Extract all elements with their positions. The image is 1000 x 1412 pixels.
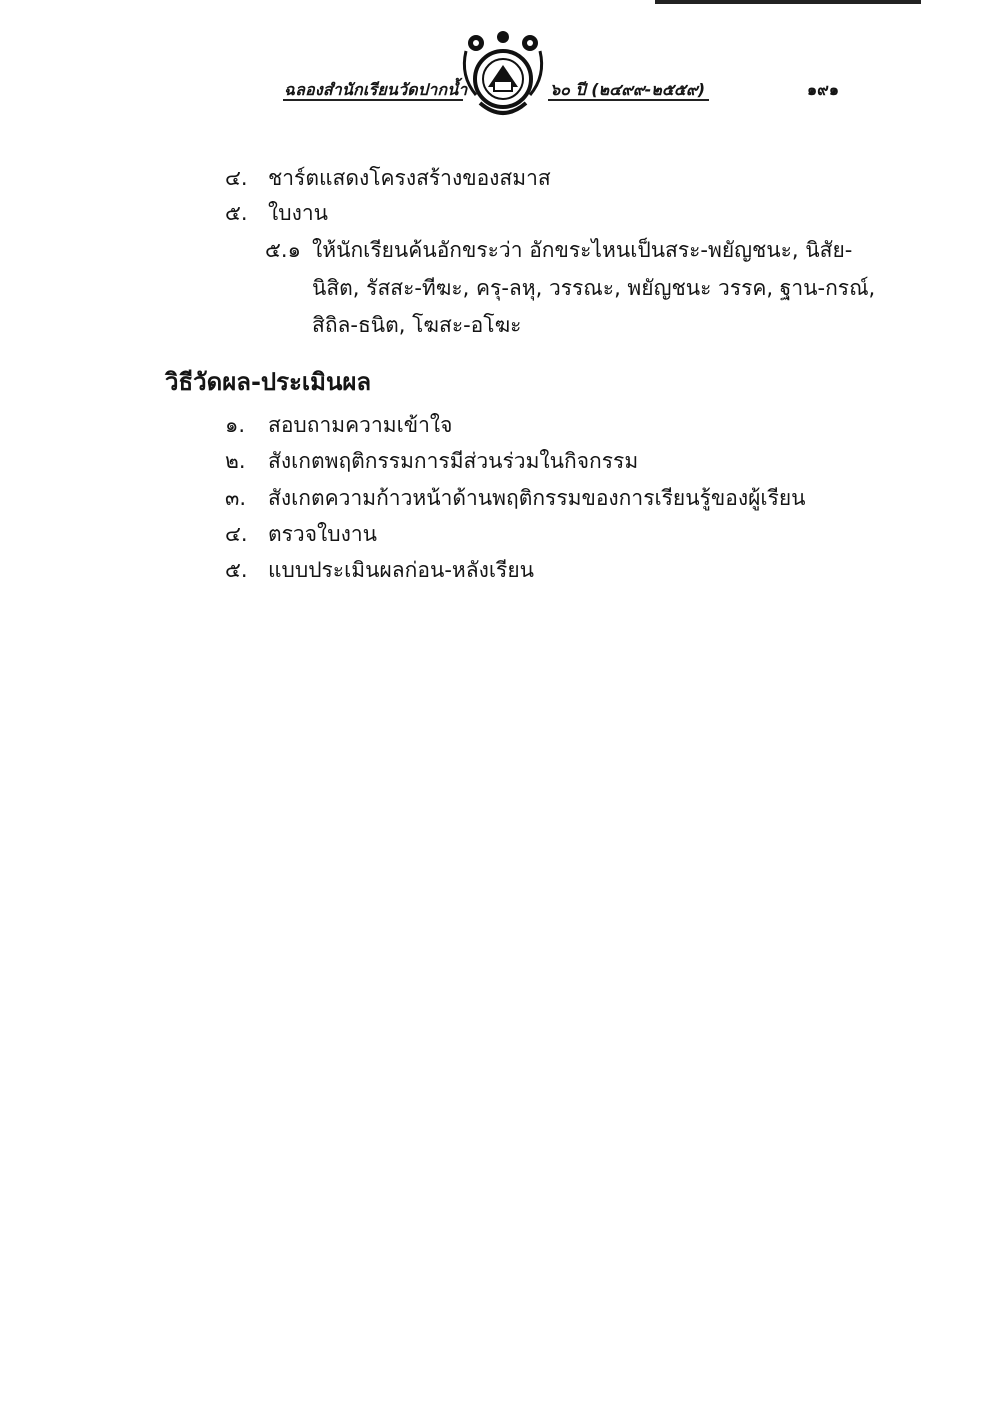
sub-item-number: ๕.๑ — [265, 238, 301, 262]
header-underline-left — [283, 99, 463, 101]
temple-emblem-icon — [458, 31, 548, 121]
list-number: ๓. — [225, 486, 247, 510]
list-number: ๕. — [225, 558, 248, 582]
header-title-right: ๖๐ ปี (๒๔๙๙-๒๕๕๙) — [550, 80, 706, 99]
list-text: สังเกตพฤติกรรมการมีส่วนร่วมในกิจกรรม — [268, 449, 639, 473]
list-text: ชาร์ตแสดงโครงสร้างของสมาส — [268, 166, 551, 190]
header-underline-right — [548, 99, 709, 101]
list-number: ๑. — [225, 413, 246, 437]
sub-item-line: นิสิต, รัสสะ-ทีฆะ, ครุ-ลหุ, วรรณะ, พยัญชนะ วรรค, ฐาน-กรณ์, — [312, 276, 876, 300]
list-text: สอบถามความเข้าใจ — [268, 413, 453, 437]
list-number: ๒. — [225, 449, 246, 473]
page-number: ๑๙๑ — [807, 80, 840, 99]
list-text: ตรวจใบงาน — [268, 522, 377, 546]
list-number: ๔. — [225, 166, 248, 190]
list-text: แบบประเมินผลก่อน-หลังเรียน — [268, 558, 534, 582]
header-title-left: ฉลองสำนักเรียนวัดปากน้ำ — [284, 80, 468, 99]
list-text: สังเกตความก้าวหน้าด้านพฤติกรรมของการเรียนรู้ของผู้เรียน — [268, 486, 806, 510]
list-text: ใบงาน — [268, 201, 328, 225]
sub-item-line: สิถิล-ธนิต, โฆสะ-อโฆะ — [312, 313, 522, 337]
section-heading: วิธีวัดผล-ประเมินผล — [165, 368, 372, 396]
list-number: ๔. — [225, 522, 248, 546]
top-rule — [655, 0, 921, 4]
sub-item-line: ให้นักเรียนค้นอักขระว่า อักขระไหนเป็นสระ-พยัญชนะ, นิสัย- — [312, 238, 853, 262]
list-number: ๕. — [225, 201, 248, 225]
